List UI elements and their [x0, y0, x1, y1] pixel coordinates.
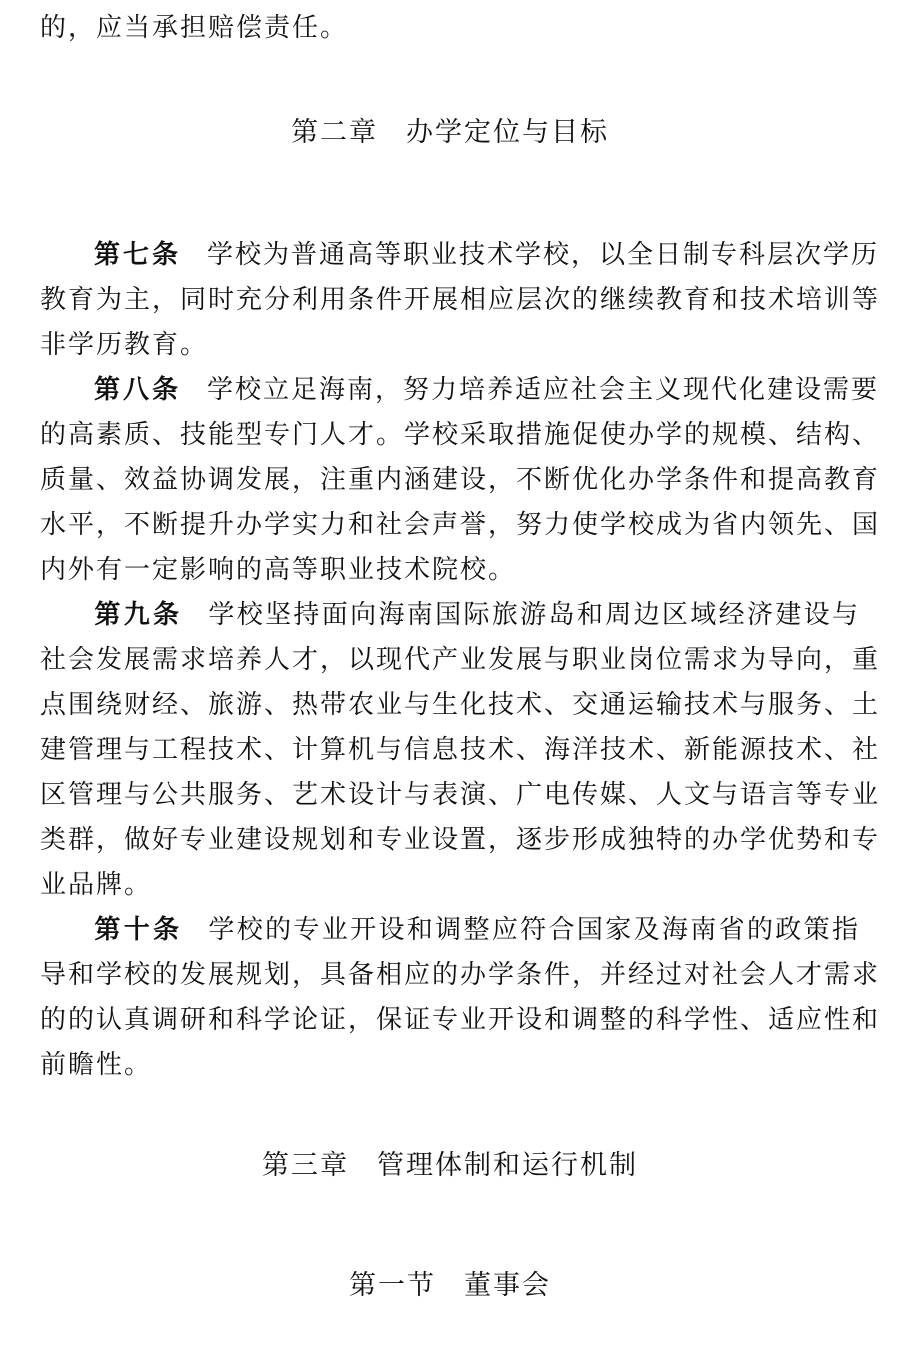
article-label: 第七条 — [94, 240, 182, 270]
article-line — [40, 368, 880, 412]
section-number: 第一节 — [349, 1270, 436, 1301]
article-line: 建管理与工程技术、计算机与信息技术、海洋技术、新能源技术、社 — [40, 735, 881, 765]
section-heading — [0, 1266, 900, 1306]
article-line: 前瞻性。 — [40, 1050, 153, 1080]
article-line — [40, 908, 860, 952]
chapter-number: 第二章 — [291, 117, 378, 148]
chapter-number: 第三章 — [262, 1150, 349, 1181]
article-line: 的的认真调研和科学论证，保证专业开设和调整的科学性、适应性和 — [40, 1005, 881, 1035]
article-line: 社会发展需求培养人才，以现代产业发展与职业岗位需求为导向，重 — [40, 645, 881, 675]
article-text: 学校的专业开设和调整应符合国家及海南省的政策指 — [208, 915, 860, 945]
article-line: 的高素质、技能型专门人才。学校采取措施促使办学的规模、结构、 — [40, 420, 881, 450]
paragraph-fragment: 的，应当承担赔偿责任。 — [40, 13, 349, 43]
chapter-heading — [0, 113, 900, 153]
article-line: 内外有一定影响的高等职业技术院校。 — [40, 555, 517, 585]
article-line: 导和学校的发展规划，具备相应的办学条件，并经过对社会人才需求 — [40, 960, 881, 990]
chapter-title: 办学定位与目标 — [406, 117, 609, 148]
article-line: 教育为主，同时充分利用条件开展相应层次的继续教育和技术培训等 — [40, 285, 881, 315]
article-line: 点围绕财经、旅游、热带农业与生化技术、交通运输技术与服务、土 — [40, 690, 881, 720]
article-label: 第十条 — [94, 915, 183, 945]
article-line: 水平，不断提升办学实力和社会声誉，努力使学校成为省内领先、国 — [40, 510, 881, 540]
article-line: 区管理与公共服务、艺术设计与表演、广电传媒、人文与语言等专业 — [40, 780, 881, 810]
article-label: 第八条 — [94, 375, 182, 405]
article-line — [40, 233, 880, 277]
article-line — [40, 593, 860, 637]
section-title: 董事会 — [464, 1270, 551, 1301]
article-text: 学校为普通高等职业技术学校，以全日制专科层次学历 — [207, 240, 880, 270]
article-line: 类群，做好专业建设规划和专业设置，逐步形成独特的办学优势和专 — [40, 825, 881, 855]
article-label: 第九条 — [94, 600, 183, 630]
article-text: 学校立足海南，努力培养适应社会主义现代化建设需要 — [207, 375, 880, 405]
article-text: 学校坚持面向海南国际旅游岛和周边区域经济建设与 — [208, 600, 860, 630]
article-line: 质量、效益协调发展，注重内涵建设，不断优化办学条件和提高教育 — [40, 465, 881, 495]
chapter-title: 管理体制和运行机制 — [377, 1150, 638, 1181]
article-line: 业品牌。 — [40, 870, 153, 900]
article-line: 非学历教育。 — [40, 330, 209, 360]
chapter-heading — [0, 1146, 900, 1186]
